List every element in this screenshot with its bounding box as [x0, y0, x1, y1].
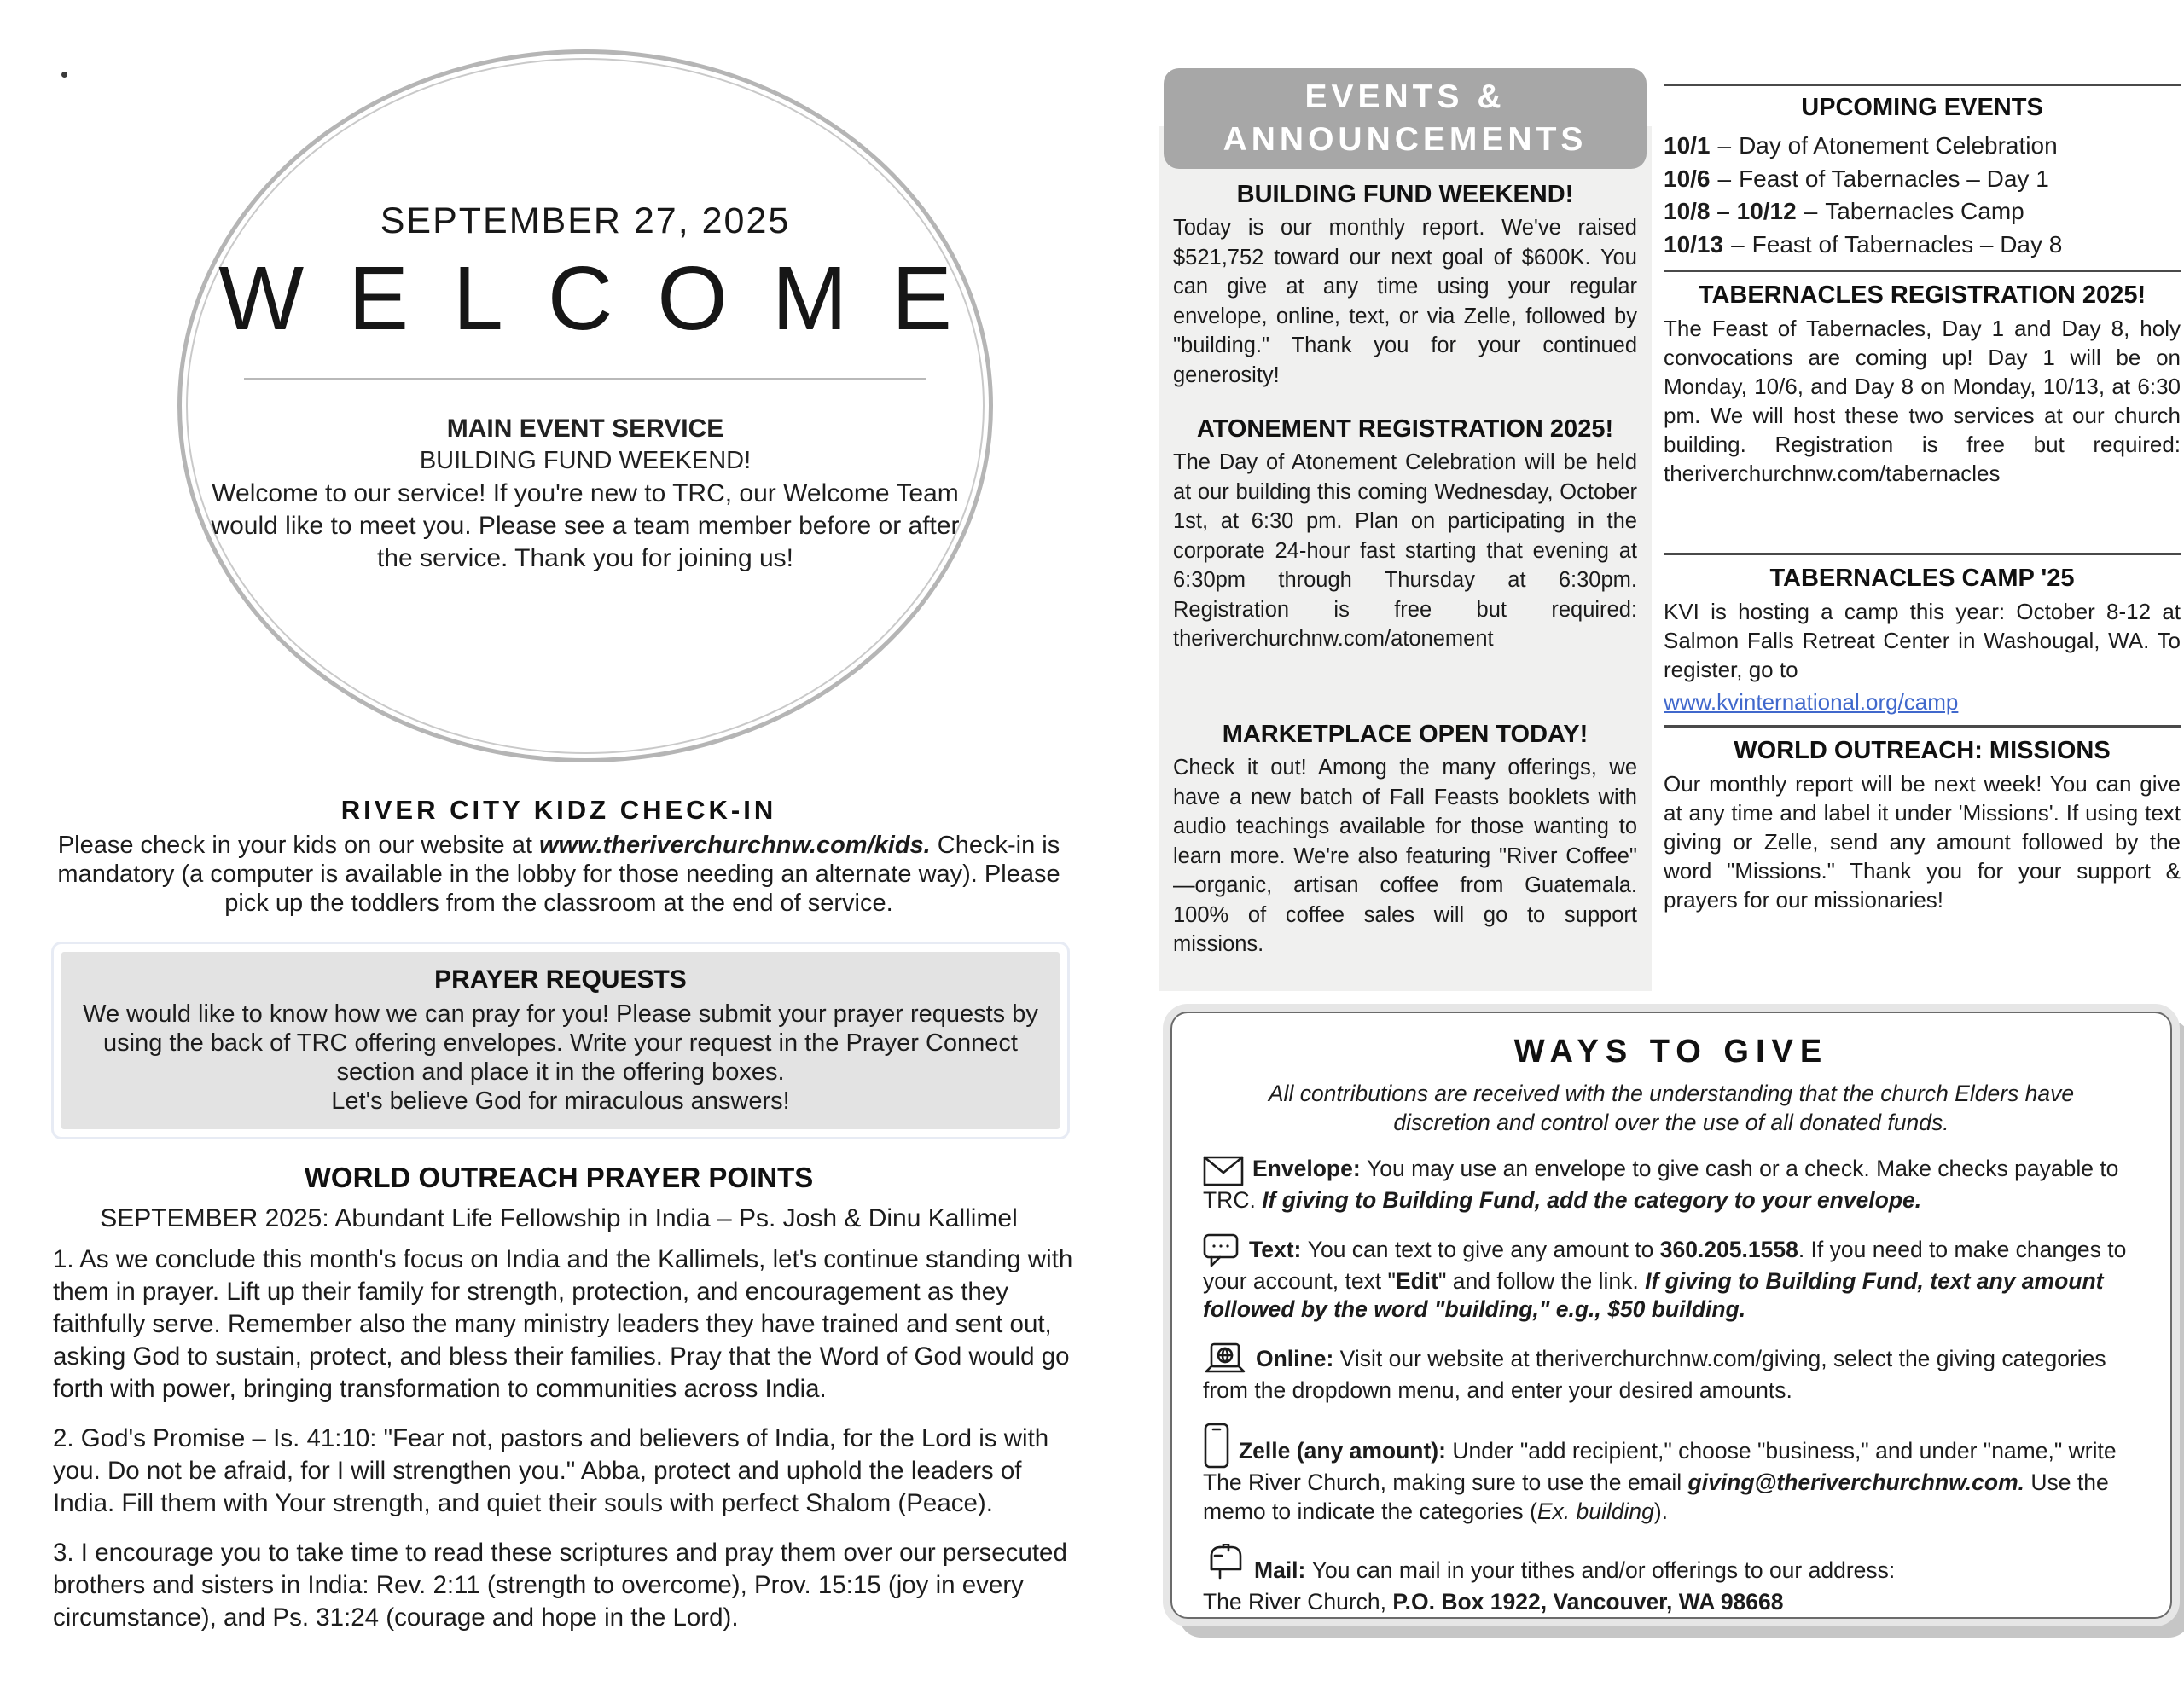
text-run: Use the memo to indicate the categories ( [1203, 1470, 2109, 1524]
text-run: Visit our website at theriverchurchnw.com/giving, select the giving categories from the dropdown menu, and enter your desired amounts. [1203, 1345, 2106, 1403]
outreach-subtitle: SEPTEMBER 2025: Abundant Life Fellowship in India – Ps. Josh & Dinu Kallimel [100, 1204, 1018, 1232]
outreach-paragraph: 1. As we conclude this month's focus on India and the Kallimels, let's continue standing with them in prayer. Lift up their family for strength, protection, and encouragement as they faithfully serve. Remember also the many ministry leaders they have trained and sent out, asking God to sustain, protect, and bless their families. Pray that the Word of God would go forth with power, bringing transformation to communities across India. [53, 1245, 1073, 1403]
divider-rule [1664, 84, 2181, 86]
ways-to-give-box [1170, 1012, 2172, 1619]
text-run: You can text to give any amount to [1307, 1236, 1660, 1262]
tabernacles-registration-heading: TABERNACLES REGISTRATION 2025! [1698, 281, 2146, 309]
text-run: Envelope: [1252, 1156, 1368, 1181]
prayer-requests-fill [61, 952, 1060, 1129]
event-separator: – [1717, 132, 1732, 159]
announcement-sections [1159, 126, 1652, 991]
text-run: www.theriverchurchnw.com/kids. [538, 832, 931, 859]
outreach-paragraph: 3. I encourage you to take time to read these scriptures and pray them over our persecuted brothers and sisters in India: Rev. 2:11 (strength to overcome), Prov. 15:15 (joy in every circumstance), and Ps. 31:24 (courage and hope in the Lord). [53, 1539, 1067, 1632]
giving-method [1203, 1155, 2140, 1215]
announcement-heading: ATONEMENT REGISTRATION 2025! [1196, 415, 1614, 443]
event-date: 10/1 [1664, 132, 1711, 159]
missions-body: Our monthly report will be next week! You can give at any time and label it under 'Missions'. If using text giving or Zelle, send any amount followed by the word "Missions." Thank you for your support & prayers for our missionaries! [1664, 771, 2181, 913]
event-row [1664, 229, 2181, 262]
text-run: Online: [1256, 1345, 1340, 1371]
tabernacles-camp-heading: TABERNACLES CAMP '25 [1769, 565, 2075, 592]
event-date: 10/8 – 10/12 [1664, 198, 1797, 224]
text-run: You can mail in your tithes and/or offerings to our address: [1311, 1557, 1896, 1583]
kidz-checkin-heading: RIVER CITY KIDZ CHECK-IN [340, 795, 777, 825]
text-run: giving@theriverchurchnw.com. [1687, 1470, 2024, 1495]
text-run: If giving to Building Fund, add the category to your envelope. [1262, 1187, 1922, 1213]
divider-line [244, 378, 926, 380]
text-run: Mail: [1254, 1557, 1312, 1583]
seal-inner-ring [186, 58, 985, 754]
tabernacles-registration-body: The Feast of Tabernacles, Day 1 and Day 8, holy convocations are coming up! Day 1 will be on Monday, 10/6, and Day 8 on Monday, 10/13, at 6:30 pm. We will host these two services at our church building. Registration is free but required: theriverchurchnw.com/tabernacles [1664, 316, 2181, 486]
event-description: Feast of Tabernacles – Day 8 [1751, 230, 2063, 258]
text-run: . If you need to make changes to your account, text " [1203, 1236, 2127, 1294]
service-title: MAIN EVENT SERVICE [446, 415, 724, 443]
outreach-paragraphs [53, 1244, 1087, 1651]
prayer-requests-body: We would like to know how we can pray for you! Please submit your prayer requests by using the back of TRC offering envelopes. Write your request in the Prayer Connect section and place it in the offering boxes. [83, 1000, 1038, 1086]
event-separator: – [1731, 230, 1745, 258]
online-laptop-icon [1203, 1342, 1247, 1377]
giving-method [1203, 1544, 2140, 1617]
text-run: The River Church, [1203, 1589, 1393, 1615]
envelope-icon [1203, 1156, 1244, 1186]
event-date: 10/6 [1664, 165, 1711, 192]
event-row [1664, 195, 2181, 229]
prayer-requests-closing: Let's believe God for miraculous answers! [331, 1087, 790, 1115]
giving-method [1203, 1423, 2140, 1526]
text-run: Edit [1395, 1267, 1438, 1294]
upcoming-events-list [1664, 130, 2181, 261]
upcoming-events-heading: UPCOMING EVENTS [1801, 94, 2043, 121]
outreach-paragraph: 2. God's Promise – Is. 41:10: "Fear not, pastors and believers of India, for the Lord is with you. Do not be afraid, for I will strengthen you." Abba, protect and uphold the leaders of India. Fill them with Your strength, and quiet their souls with perfect Shalom (Peace). [53, 1424, 1049, 1517]
event-separator: – [1804, 198, 1818, 224]
ways-to-give-heading: WAYS TO GIVE [1513, 1034, 1829, 1070]
events-announcements-header-text: EVENTS & ANNOUNCEMENTS [1223, 78, 1588, 158]
divider-rule [1664, 270, 2181, 272]
welcome-title [177, 248, 996, 349]
text-message-icon [1203, 1233, 1240, 1267]
text-run: If giving to Building Fund, text any amount followed by the word "building," e.g., $50 building. [1203, 1267, 2104, 1322]
announcement-body: The Day of Atonement Celebration will be held at our building this coming Wednesday, October 1st, at 6:30 pm. Plan on participating in the corporate 24-hour fast starting that evening at 6:30pm through Thursday at 6:30pm. Registration is free but required: theriverchurchnw.com/atonement [1173, 450, 1637, 651]
announcement-heading: BUILDING FUND WEEKEND! [1236, 181, 1574, 208]
welcome-title-text: WELCOME [218, 248, 996, 349]
zelle-phone-icon [1203, 1423, 1230, 1469]
giving-methods [1203, 1155, 2140, 1617]
stray-dot-mark [61, 72, 67, 78]
text-run: You may use an envelope to give cash or a check. Make checks payable to TRC. [1203, 1156, 2119, 1213]
announcement-body: Today is our monthly report. We've raised $521,752 toward our next goal of $600K. You can give at any time using your regular envelope, online, text, or via Zelle, followed by "building." Thank you for your continued generosity! [1173, 216, 1637, 387]
giving-method [1203, 1342, 2140, 1406]
announcements-panel [1159, 126, 1652, 991]
missions-heading: WORLD OUTREACH: MISSIONS [1734, 737, 2111, 764]
mailbox-icon [1203, 1544, 1246, 1588]
text-run: " and follow the link. [1438, 1267, 1646, 1294]
event-date: 10/13 [1664, 230, 1724, 258]
prayer-requests-heading: PRAYER REQUESTS [434, 965, 687, 994]
event-description: Feast of Tabernacles – Day 1 [1739, 165, 2049, 192]
announcement-body: Check it out! Among the many offerings, we have a new batch of Fall Feasts booklets with audio teachings available for those wanting to learn more. We're also featuring "River Coffee" —organic, artisan coffee from Guatemala. 100% of coffee sales will go to support missions. [1173, 756, 1637, 956]
text-run: Please check in your kids on our website at [57, 832, 539, 859]
service-date: SEPTEMBER 27, 2025 [380, 200, 791, 241]
event-description: Day of Atonement Celebration [1739, 132, 2058, 159]
events-announcements-header [1164, 68, 1647, 169]
camp-registration-link[interactable]: www.kvinternational.org/camp [1664, 689, 1959, 715]
welcome-message: Welcome to our service! If you're new to TRC, our Welcome Team would like to meet you. Please see a team member before or after the service. Thank you for joining us! [211, 479, 960, 572]
divider-rule [1664, 553, 2181, 555]
text-run: Text: [1249, 1236, 1308, 1262]
text-run: P.O. Box 1922, Vancouver, WA 98668 [1392, 1589, 1784, 1615]
event-row [1664, 163, 2181, 196]
event-row [1664, 130, 2181, 163]
text-run: 360.205.1558 [1659, 1236, 1798, 1262]
text-run: Check-in is mandatory (a computer is available in the lobby for those needing an alternate way). Please pick up the toddlers from the classroom at the end of service. [57, 832, 1060, 917]
divider-rule [1664, 725, 2181, 728]
tabernacles-camp-body: KVI is hosting a camp this year: October 8-12 at Salmon Falls Retreat Center in Washougal, WA. To register, go to [1664, 599, 2181, 682]
event-separator: – [1717, 165, 1732, 192]
kidz-checkin-body [51, 831, 1066, 918]
prayer-requests-box [51, 942, 1070, 1139]
ways-to-give-disclaimer: All contributions are received with the understanding that the church Elders have discretion and control over the use of all donated funds. [1268, 1081, 2075, 1135]
giving-method [1203, 1233, 2140, 1325]
event-description: Tabernacles Camp [1825, 198, 2024, 224]
text-run: Zelle (any amount): [1239, 1438, 1453, 1464]
text-run: Ex. building [1536, 1498, 1654, 1524]
text-run: Under "add recipient," choose "business," and under "name," write The River Church, making sure to use the email [1203, 1438, 2117, 1495]
announcement-heading: MARKETPLACE OPEN TODAY! [1222, 721, 1589, 748]
welcome-seal [177, 49, 996, 762]
text-run: ). [1653, 1498, 1669, 1524]
service-subtitle: BUILDING FUND WEEKEND! [419, 447, 752, 474]
outreach-heading: WORLD OUTREACH PRAYER POINTS [304, 1162, 814, 1193]
